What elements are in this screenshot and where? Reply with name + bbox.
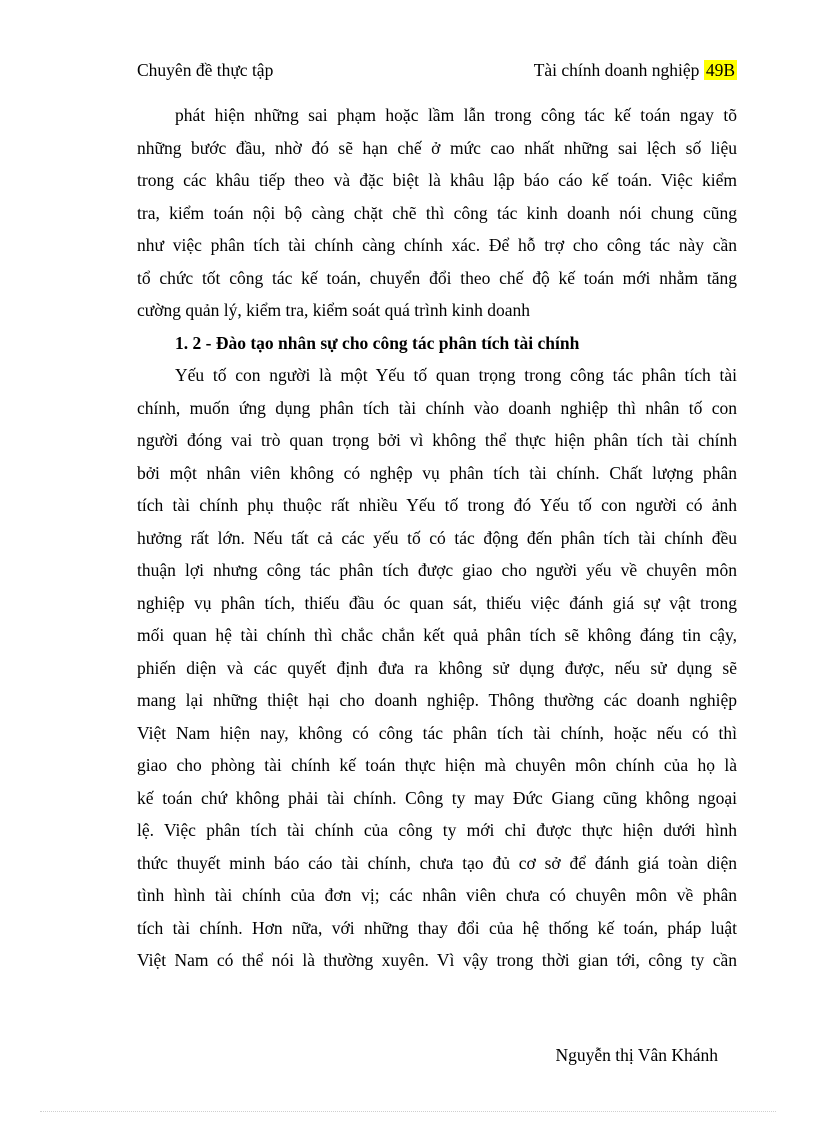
text-line: bởi một nhân viên không có nghệp vụ phân tích tài chính. Chất lượng phân — [137, 462, 737, 483]
text-line: kế toán chứ không phải tài chính. Công ty may Đức Giang cũng không ngoại — [137, 787, 737, 808]
text-line: cường quản lý, kiểm tra, kiểm soát quá trình kinh doanh — [137, 300, 530, 320]
text-line: Việt Nam hiện nay, không có công tác phân tích tài chính, hoặc nếu có thì — [137, 722, 737, 743]
text-line: tra, kiểm toán nội bộ càng chặt chẽ thì công tác kinh doanh nói chung cũng — [137, 202, 737, 223]
section-heading: 1. 2 - Đào tạo nhân sự cho công tác phân tích tài chính — [175, 332, 580, 353]
text-line: mang lại những thiệt hại cho doanh nghiệp. Thông thường các doanh nghiệp — [137, 690, 737, 710]
text-line: phiến diện và các quyết định đưa ra không sử dụng được, nếu sử dụng sẽ — [137, 657, 737, 678]
header-right-text: Tài chính doanh nghiệp — [533, 60, 700, 80]
text-line: Việt Nam có thể nói là thường xuyên. Vì vậy trong thời gian tới, công ty cần — [137, 950, 737, 970]
text-line: tình hình tài chính của đơn vị; các nhân viên chưa có chuyên môn về phân — [137, 885, 737, 905]
text-line: phát hiện những sai phạm hoặc lầm lẫn trong công tác kế toán ngay tõ — [175, 105, 737, 125]
footer-divider — [40, 1111, 776, 1112]
text-line: trong các khâu tiếp theo và đặc biệt là khâu lập báo cáo kế toán. Việc kiểm — [137, 170, 737, 190]
text-line: nghiệp vụ phân tích, thiếu đầu óc quan sát, thiếu việc đánh giá sự vật trong — [137, 592, 737, 613]
text-line: tích tài chính phụ thuộc rất nhiều Yếu tố trong đó Yếu tố con người có ảnh — [137, 495, 737, 515]
text-line: lệ. Việc phân tích tài chính của công ty mới chỉ được thực hiện dưới hình — [137, 820, 737, 840]
text-line: người đóng vai trò quan trọng bởi vì không thể thực hiện phân tích tài chính — [137, 430, 737, 450]
text-line: tích tài chính. Hơn nữa, với những thay đổi của hệ thống kế toán, pháp luật — [137, 917, 737, 938]
text-line: Yếu tố con người là một Yếu tố quan trọng trong công tác phân tích tài — [175, 365, 737, 385]
text-line: thuận lợi nhưng công tác phân tích được giao cho người yếu về chuyên môn — [137, 560, 737, 580]
header-left-title: Chuyên đề thực tập — [137, 60, 274, 80]
text-line: giao cho phòng tài chính kế toán thực hiện mà chuyên môn chính của họ là — [137, 755, 737, 775]
text-line: những bước đầu, nhờ đó sẽ hạn chế ở mức cao nhất những sai lệch số liệu — [137, 137, 737, 158]
text-line: thức thuyết minh báo cáo tài chính, chưa tạo đủ cơ sở để đánh giá toàn diện — [137, 852, 737, 873]
text-line: tổ chức tốt công tác kế toán, chuyển đổi theo chế độ kế toán mới nhằm tăng — [137, 267, 737, 288]
header-right-title — [534, 57, 737, 83]
text-line: như việc phân tích tài chính càng chính xác. Để hỗ trợ cho công tác này cần — [137, 235, 737, 255]
text-line: mối quan hệ tài chính thì chắc chắn kết quả phân tích sẽ không đáng tin cậy, — [137, 625, 737, 645]
class-highlight: 49B — [705, 60, 735, 80]
text-line: chính, muốn ứng dụng phân tích tài chính vào doanh nghiệp thì nhân tố con — [137, 397, 737, 418]
document-body — [137, 99, 737, 977]
author-signature: Nguyễn thị Vân Khánh — [555, 1045, 718, 1065]
text-line: hưởng rất lớn. Nếu tất cả các yếu tố có tác động đến phân tích tài chính đều — [137, 527, 737, 548]
page-header — [137, 57, 737, 83]
